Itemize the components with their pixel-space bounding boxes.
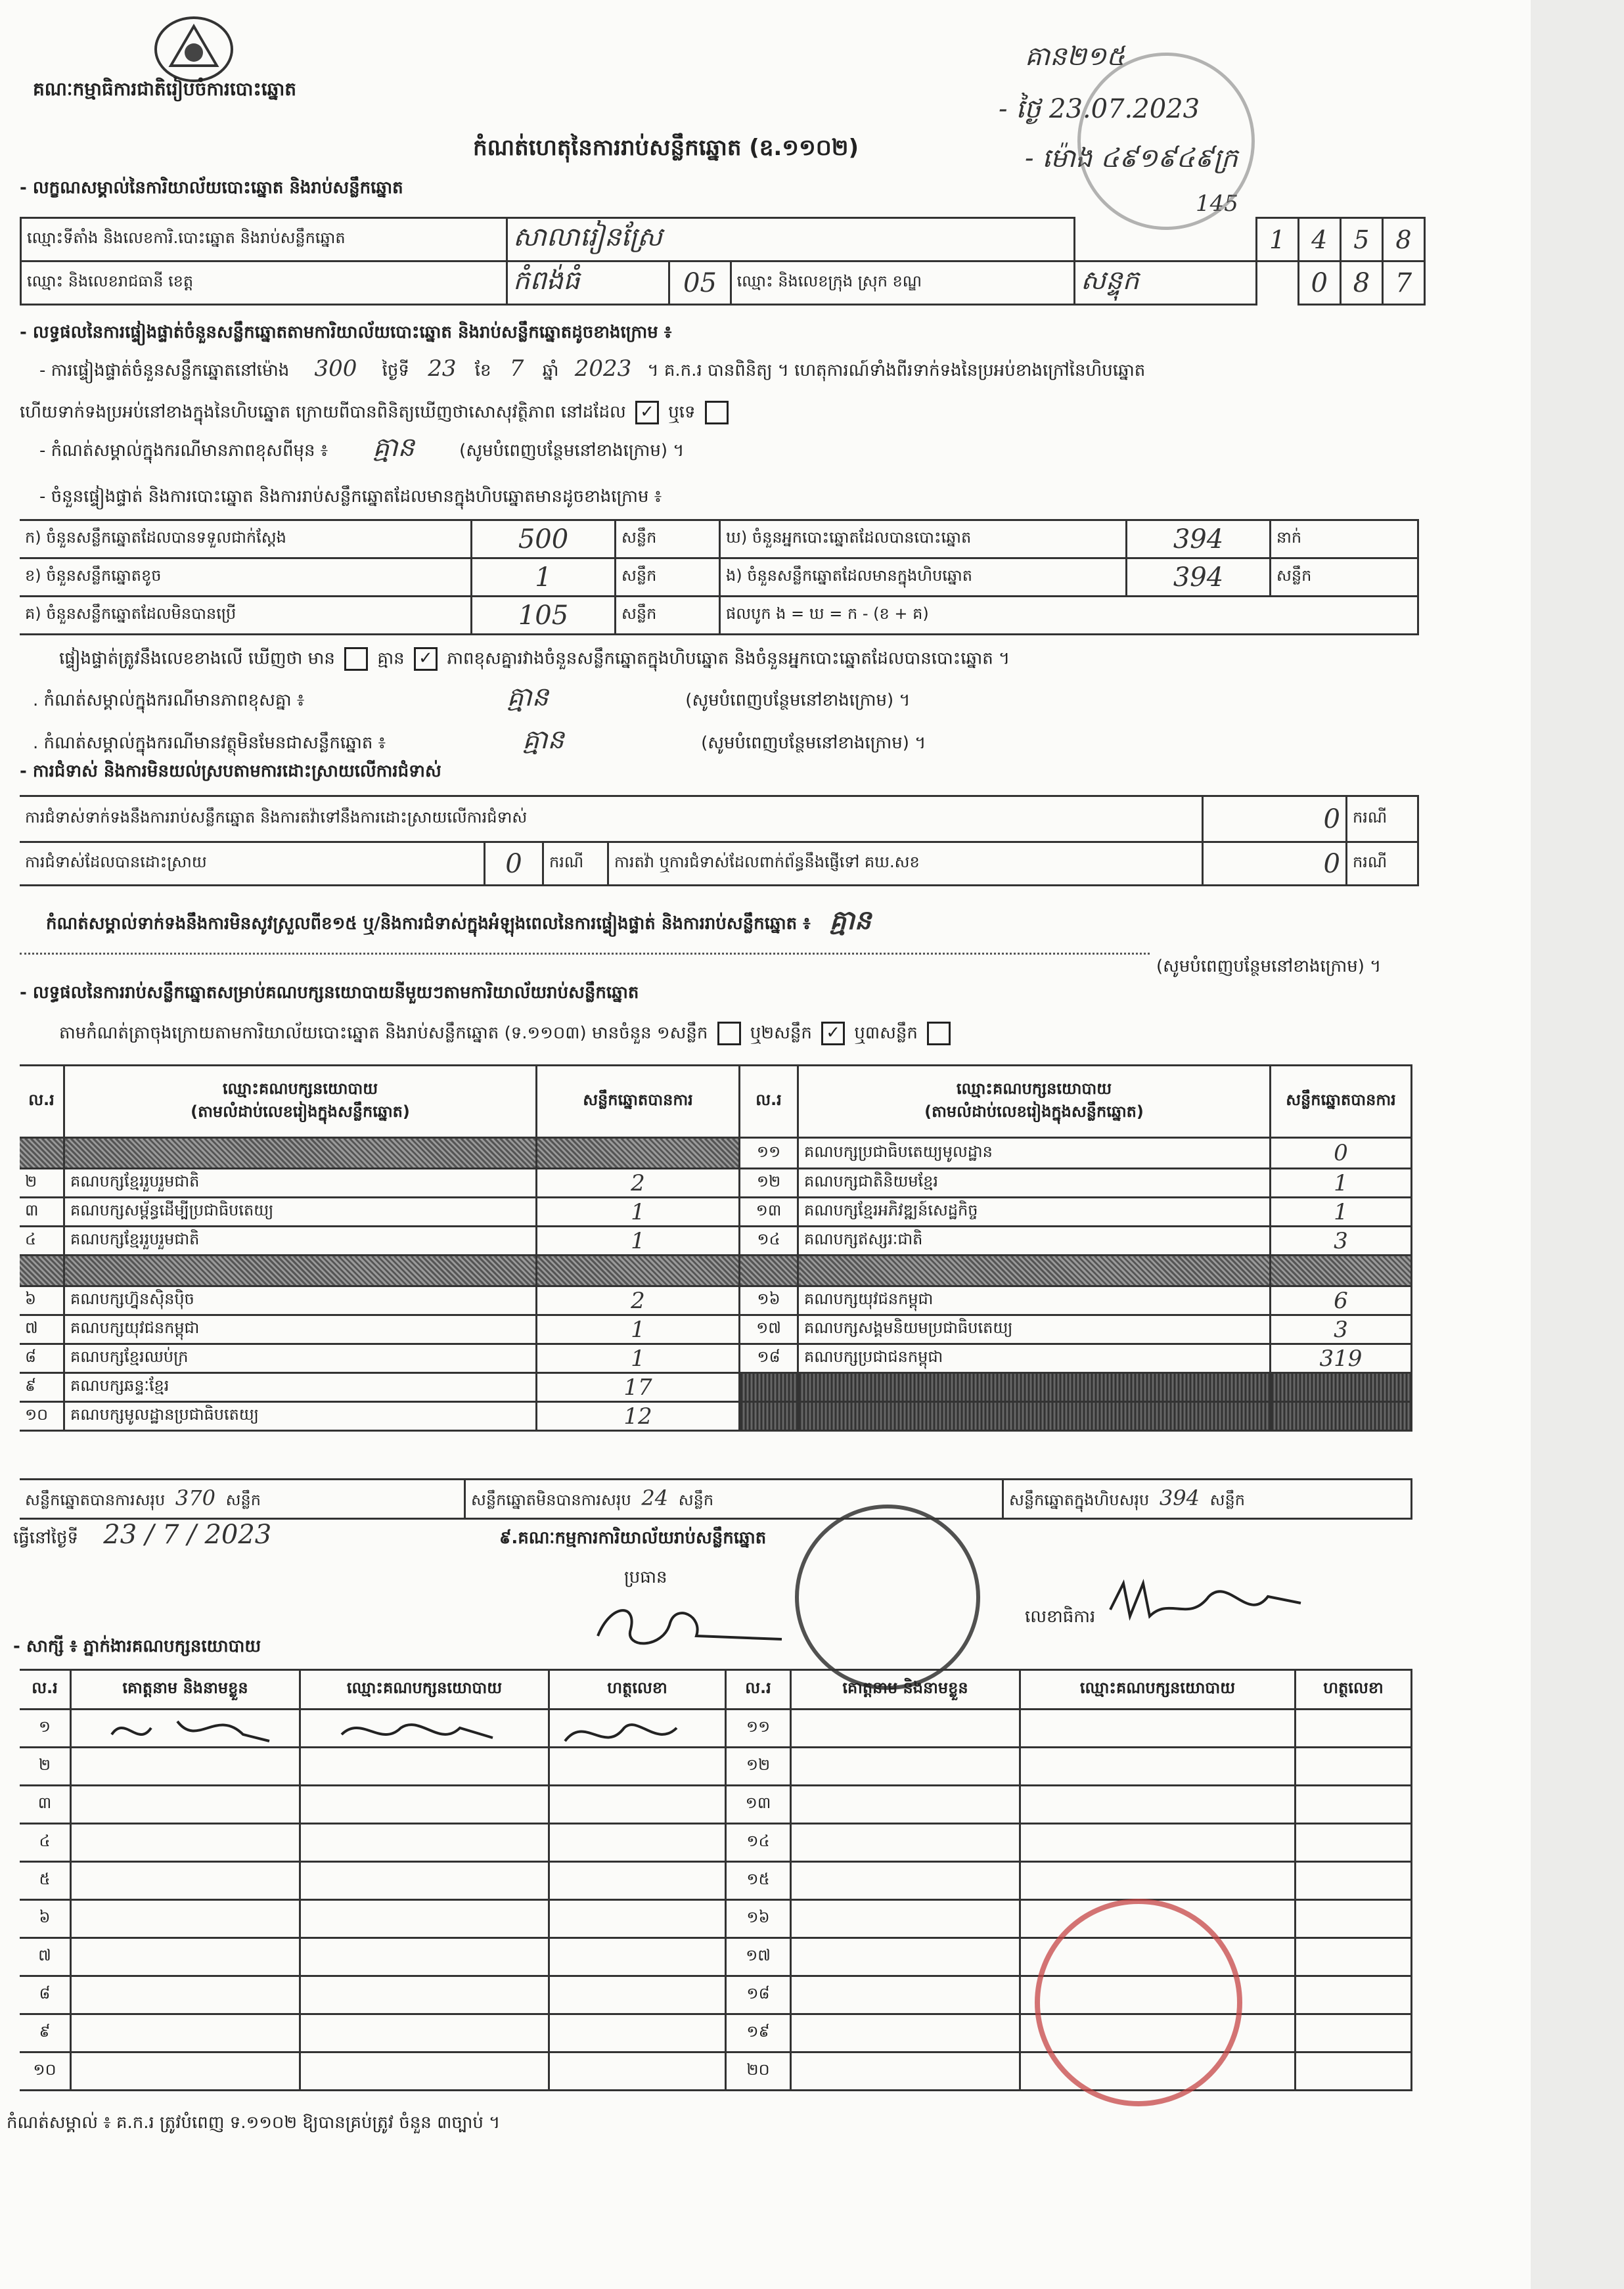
- count-d-unit: នាក់: [1271, 520, 1418, 558]
- left-name: គណបក្សយុវជនកម្ពុជា: [64, 1315, 537, 1344]
- witness-sign-left: [549, 1824, 726, 1862]
- witness-row: [20, 1786, 1412, 1824]
- district-num-2: 7: [1382, 261, 1424, 305]
- witness-party-left: [300, 1976, 549, 2014]
- left-votes: 2: [537, 1169, 740, 1198]
- witness-col-no-right: ល.រ: [726, 1670, 791, 1710]
- place-label: ឈ្មោះទីតាំង និងលេខការិ.បោះឆ្នោត និងរាប់សន្លឹកឆ្នោត: [21, 218, 507, 261]
- district-num-0: 0: [1298, 261, 1340, 305]
- note2-value: គ្មាន: [522, 725, 564, 755]
- col-party-right: [798, 1066, 1271, 1138]
- witness-no-right: ១៧: [726, 1938, 791, 1976]
- count-e-value: 394: [1127, 558, 1271, 597]
- month-label: ខែ: [474, 361, 491, 380]
- witness-col-name-left: គោត្តនាម និងនាមខ្លួន: [71, 1670, 300, 1710]
- col-party-left-title: ឈ្មោះគណបក្សនយោបាយ: [222, 1079, 378, 1098]
- right-no: ១៦: [740, 1286, 798, 1315]
- left-name: គណបក្សខ្មែររួបរួមជាតិ: [64, 1169, 537, 1198]
- results-table: [20, 1064, 1412, 1432]
- right-name: គណបក្សសង្គមនិយមប្រជាធិបតេយ្យ: [798, 1315, 1271, 1344]
- sheets-label: តាមកំណត់ត្រាចុងក្រោយតាមការិយាល័យបោះឆ្នោត និងរាប់សន្លឹកឆ្នោត (ទ.១១០៣) មានចំនួន ១សន្លឹក: [59, 1023, 708, 1043]
- witness-name-right: [791, 1748, 1020, 1786]
- footer-note: កំណត់សម្គាល់ ៖ គ.ក.រ ត្រូវបំពេញ ទ.១១០២ ឱ្យបានគ្រប់ត្រូវ ចំនួន ៣ច្បាប់ ។: [7, 2113, 501, 2133]
- note-line1: គាន២១៥: [1025, 41, 1125, 72]
- total-box-unit: សន្លឹក: [1209, 1490, 1245, 1509]
- witness-name-right: [791, 1900, 1020, 1938]
- right-no: ១៣: [740, 1198, 798, 1227]
- district-label: ឈ្មោះ និងលេខក្រុង ស្រុក ខណ្ឌ: [731, 261, 1074, 305]
- witness-party-right: [1020, 1824, 1296, 1862]
- count-e-label: ង) ចំនួនសន្លឹកឆ្នោតដែលមានក្នុងហិបឆ្នោត: [720, 558, 1127, 597]
- objection-row2-value2: 0: [1203, 842, 1347, 886]
- witness-party-right: [1020, 1710, 1296, 1748]
- right-no: ១១: [740, 1138, 798, 1169]
- left-no: ៦: [20, 1286, 64, 1315]
- total-invalid-label: សន្លឹកឆ្នោតមិនបានការសរុប: [471, 1490, 631, 1509]
- right-votes: [1271, 1373, 1412, 1402]
- right-no: ១៨: [740, 1344, 798, 1373]
- witness-sign-left: [549, 2052, 726, 2091]
- left-votes: 1: [537, 1344, 740, 1373]
- col-party-right-sub: (តាមលំដាប់លេខរៀងក្នុងសន្លឹកឆ្នោត): [924, 1102, 1144, 1121]
- witness-name-left: [71, 2014, 300, 2052]
- match-no-label: គ្មាន: [377, 648, 405, 669]
- sheets-3-checkbox[interactable]: [927, 1022, 951, 1045]
- count-a-value: 500: [472, 520, 616, 558]
- seal-other-checkbox[interactable]: [705, 401, 729, 424]
- verify-month: 7: [509, 355, 524, 382]
- count-b-label: ខ) ចំនួនសន្លឹកឆ្នោតខូច: [20, 558, 472, 597]
- verify-year: 2023: [574, 355, 632, 382]
- witness-no-left: ៣: [20, 1786, 71, 1824]
- left-no: ៣: [20, 1198, 64, 1227]
- witness-sign-right: [1296, 2052, 1412, 2091]
- col-party-left-sub: (តាមលំដាប់លេខរៀងក្នុងសន្លឹកឆ្នោត): [191, 1102, 410, 1121]
- witness-col-sign-left: ហត្ថលេខា: [549, 1670, 726, 1710]
- commune-num: 05: [669, 261, 731, 305]
- total-valid-unit: សន្លឹក: [225, 1490, 261, 1509]
- witness-name-right: [791, 1976, 1020, 2014]
- match-tail: ភាពខុសគ្នារវាងចំនួនសន្លឹកឆ្នោតក្នុងហិបឆ្នោត និងចំនួនអ្នកបោះឆ្នោតដែលបានបោះឆ្នោត ។: [447, 648, 1010, 669]
- left-votes: 1: [537, 1315, 740, 1344]
- witness-col-sign-right: ហត្ថលេខា: [1296, 1670, 1412, 1710]
- right-votes: [1271, 1402, 1412, 1431]
- dotted-line: [20, 953, 1150, 955]
- agency-name: គណៈកម្មាធិការជាតិរៀបចំការបោះឆ្នោត: [33, 78, 297, 100]
- witness-sign-left: [549, 1976, 726, 2014]
- witness-party-left: [300, 1900, 549, 1938]
- left-name: គណបក្សឆន្ទៈខ្មែរ: [64, 1373, 537, 1402]
- witness-no-left: ៥: [20, 1862, 71, 1900]
- left-name: គណបក្សមូលដ្ឋានប្រជាធិបតេយ្យ: [64, 1402, 537, 1431]
- witness-party-left: [300, 2052, 549, 2091]
- count-formula: ផលបូក ង = ឃ = ក - (ខ + គ): [720, 597, 1418, 635]
- result-row: [20, 1198, 1412, 1227]
- place-num-1: 4: [1298, 218, 1340, 261]
- witness-no-left: ៤: [20, 1824, 71, 1862]
- left-no: ១០: [20, 1402, 64, 1431]
- result-row: [20, 1315, 1412, 1344]
- day-label: ថ្ងៃទី: [382, 361, 409, 380]
- count-c-value: 105: [472, 597, 616, 635]
- section3-heading: - ការជំទាស់ និងការមិនយល់ស្របតាមការដោះស្រាយលើការជំទាស់: [20, 761, 441, 781]
- place-value: សាលារៀនស្រែ: [507, 218, 1075, 261]
- left-name: [64, 1256, 537, 1286]
- left-votes: 2: [537, 1286, 740, 1315]
- note1-value: គ្មាន: [507, 682, 549, 712]
- secretary-label: លេខាធិការ: [1025, 1607, 1096, 1627]
- witness-sign-left: [549, 1862, 726, 1900]
- witness-sign-right: [1296, 1862, 1412, 1900]
- right-name: [798, 1373, 1271, 1402]
- witness-name-right: [791, 1862, 1020, 1900]
- match-line: [59, 647, 1010, 671]
- left-votes: [537, 1256, 740, 1286]
- total-valid-label: សន្លឹកឆ្នោតបានការសរុប: [25, 1490, 166, 1509]
- col-party-right-title: ឈ្មោះគណបក្សនយោបាយ: [956, 1079, 1112, 1098]
- match-label: ផ្ទៀងផ្ទាត់ត្រូវនឹងលេខខាងលើ ឃើញថា មាន: [59, 648, 335, 669]
- note2-line: [33, 725, 926, 755]
- page-title: កំណត់ហេតុនៃការរាប់សន្លឹកឆ្នោត (ឧ.១១០២): [473, 135, 859, 161]
- sheets-2-label: ឬ២សន្លឹក: [750, 1023, 812, 1043]
- section4-heading: - លទ្ធផលនៃការរាប់សន្លឹកឆ្នោតសម្រាប់គណបក្សនយោបាយនីមួយៗតាមការិយាល័យរាប់សន្លឹកឆ្នោត: [20, 983, 639, 1003]
- sheets-2-checkbox[interactable]: ✓: [821, 1022, 845, 1045]
- witness-name-left: [71, 1976, 300, 2014]
- result-row: [20, 1227, 1412, 1256]
- verify-time: 300: [314, 355, 357, 382]
- left-no: [20, 1256, 64, 1286]
- witness-no-right: ១៨: [726, 1976, 791, 2014]
- witness-row: [20, 1824, 1412, 1862]
- witness-name-left: [71, 2052, 300, 2091]
- count-e-unit: សន្លឹក: [1271, 558, 1418, 597]
- witness-no-left: ១០: [20, 2052, 71, 2091]
- objection-note-value: គ្មាន: [829, 905, 872, 936]
- diff-note-label: - កំណត់សម្គាល់ក្នុងករណីមានភាពខុសពីមុន ៖: [39, 441, 328, 461]
- office-stamp-top: [1077, 53, 1255, 230]
- count-b-unit: សន្លឹក: [616, 558, 720, 597]
- col-no-left: ល.រ: [20, 1066, 64, 1138]
- left-votes: 1: [537, 1227, 740, 1256]
- verify-line: [39, 355, 1146, 382]
- diff-note-value: គ្មាន: [372, 432, 415, 463]
- objection-row2-unit: ករណី: [543, 842, 608, 886]
- left-votes: 17: [537, 1373, 740, 1402]
- witness-sign-right: [1296, 1824, 1412, 1862]
- witness-party-left: [300, 1824, 549, 1862]
- witness-no-right: ១៣: [726, 1786, 791, 1824]
- count-b-value: 1: [472, 558, 616, 597]
- secretary-signature: [1104, 1570, 1314, 1636]
- left-name: គណបក្សខ្មែររួបរួមជាតិ: [64, 1227, 537, 1256]
- seal-line: [20, 401, 733, 424]
- right-name: គណបក្សខ្មែរអភិវឌ្ឍន៍សេដ្ឋកិច្ច: [798, 1198, 1271, 1227]
- left-votes: [537, 1138, 740, 1169]
- place-num-0: 1: [1256, 218, 1298, 261]
- total-box: [1003, 1480, 1412, 1519]
- count-a-label: ក) ចំនួនសន្លឹកឆ្នោតដែលបានទទួលជាក់ស្តែង: [20, 520, 472, 558]
- witness-sign-right: [1296, 1786, 1412, 1824]
- witness-sign-left: [549, 2014, 726, 2052]
- right-name: [798, 1402, 1271, 1431]
- col-votes-right: សន្លឹកឆ្នោតបានការ: [1271, 1066, 1412, 1138]
- witness-no-right: ១៦: [726, 1900, 791, 1938]
- counts-table: [20, 519, 1419, 635]
- witness-col-name-right: គោត្តនាម និងនាមខ្លួន: [791, 1670, 1020, 1710]
- objection-note-tail: (សូមបំពេញបន្ថែមនៅខាងក្រោម) ។: [1156, 957, 1382, 976]
- witness-party-left: [300, 1938, 549, 1976]
- left-no: ៩: [20, 1373, 64, 1402]
- objection-row2-value: 0: [485, 842, 543, 886]
- objection-row1-label: ការជំទាស់ទាក់ទងនឹងការរាប់សន្លឹកឆ្នោត និងការតវ៉ាទៅនឹងការដោះស្រាយលើការជំទាស់: [20, 796, 1203, 842]
- right-votes: 3: [1271, 1315, 1412, 1344]
- left-no: ២: [20, 1169, 64, 1198]
- right-name: គណបក្សជាតិនិយមខ្មែរ: [798, 1169, 1271, 1198]
- match-none-checkbox[interactable]: ✓: [414, 647, 438, 671]
- section5-heading: - សាក្សី ៖ ភ្នាក់ងារគណបក្សនយោបាយ: [13, 1637, 261, 1656]
- witness-name-left: [71, 1862, 300, 1900]
- witness-party-left: [300, 2014, 549, 2052]
- seal-other-label: ឬទេ: [668, 402, 696, 422]
- diff-note-line: [39, 432, 685, 463]
- witness-no-right: ១៤: [726, 1824, 791, 1862]
- district-value: សន្ទុក: [1074, 261, 1256, 305]
- left-no: [20, 1138, 64, 1169]
- total-valid: [20, 1480, 465, 1519]
- left-no: ៤: [20, 1227, 64, 1256]
- right-name: [798, 1256, 1271, 1286]
- witness-sign-right: [1296, 2014, 1412, 2052]
- place-num-2: 5: [1340, 218, 1382, 261]
- note-line4: 145: [1196, 191, 1238, 217]
- witness-name-right: [791, 2014, 1020, 2052]
- right-no: ១២: [740, 1169, 798, 1198]
- right-no: ១៧: [740, 1315, 798, 1344]
- witness-no-left: ៧: [20, 1938, 71, 1976]
- witness-row: [20, 1862, 1412, 1900]
- witness-party-right: [1020, 1862, 1296, 1900]
- total-box-value: 394: [1159, 1485, 1200, 1510]
- witness-no-left: ១: [20, 1710, 71, 1748]
- count-d-value: 394: [1127, 520, 1271, 558]
- right-votes: 1: [1271, 1198, 1412, 1227]
- date-value: 23 / 7 / 2023: [103, 1520, 272, 1550]
- witness-sign-left: [549, 1900, 726, 1938]
- right-no: [740, 1402, 798, 1431]
- objection-row2-unit2: ករណី: [1347, 842, 1418, 886]
- right-votes: 1: [1271, 1169, 1412, 1198]
- count-c-label: គ) ចំនួនសន្លឹកឆ្នោតដែលមិនបានប្រើ: [20, 597, 472, 635]
- witness-party-left: [300, 1862, 549, 1900]
- witness-name-right: [791, 2052, 1020, 2091]
- red-stamp: [1035, 1899, 1242, 2106]
- note1-tail: (សូមបំពេញបន្ថែមនៅខាងក្រោម) ។: [685, 691, 911, 710]
- right-votes: 319: [1271, 1344, 1412, 1373]
- right-votes: [1271, 1256, 1412, 1286]
- left-votes: 12: [537, 1402, 740, 1431]
- section2-heading: - លទ្ធផលនៃការផ្ទៀងផ្ទាត់ចំនួនសន្លឹកឆ្នោតតាមការិយាល័យបោះឆ្នោត និងរាប់សន្លឹកឆ្នោតដូចខាងក្រោម ៖: [20, 323, 672, 342]
- witness-sign-right: [1296, 1976, 1412, 2014]
- left-name: គណបក្សខ្មែរឈប់ក្រ: [64, 1344, 537, 1373]
- sheets-1-checkbox[interactable]: [717, 1022, 741, 1045]
- objections-table: [20, 795, 1419, 886]
- seal-text: ហើយទាក់ទងប្រអប់នៅខាងក្នុងនៃហិបឆ្នោត ក្រោយពីបានពិនិត្យឃើញថាសោសុវត្ថិភាព នៅដដែល: [20, 402, 626, 422]
- chair-label: ប្រធាន: [624, 1568, 667, 1587]
- col-party-left: [64, 1066, 537, 1138]
- left-name: គណបក្សសម្ព័ន្ធដើម្បីប្រជាធិបតេយ្យ: [64, 1198, 537, 1227]
- section1-heading: - លក្ខណសម្គាល់នៃការិយាល័យបោះឆ្នោត និងរាប់សន្លឹកឆ្នោត: [20, 178, 403, 198]
- count-d-label: ឃ) ចំនួនអ្នកបោះឆ្នោតដែលបានបោះឆ្នោត: [720, 520, 1127, 558]
- commission-title: ៩.គណៈកម្មការការិយាល័យរាប់សន្លឹកឆ្នោត: [499, 1528, 767, 1548]
- date-line: [13, 1520, 272, 1550]
- counts-intro: - ចំនួនផ្ទៀងផ្ទាត់ និងការបោះឆ្នោត និងការរាប់សន្លឹកឆ្នោតដែលមានក្នុងហិបឆ្នោតមានដូចខាងក្រោម ៖: [39, 487, 662, 507]
- col-votes-left: សន្លឹកឆ្នោតបានការ: [537, 1066, 740, 1138]
- objection-row2-mid: ការតវ៉ា ឬការជំទាស់ដែលពាក់ព័ន្ធនឹងផ្ញើទៅ គឃ.សខ: [608, 842, 1203, 886]
- witness-name-right: [791, 1710, 1020, 1748]
- note-line2: - ថ្ងៃ 23.07.2023: [999, 94, 1200, 124]
- witness-name-left: [71, 1824, 300, 1862]
- date-label: ធ្វើនៅថ្ងៃទី: [13, 1528, 79, 1548]
- note2-label: . កំណត់សម្គាល់ក្នុងករណីមានវត្ថុមិនមែនជាសន្លឹកឆ្នោត ៖: [33, 733, 386, 753]
- commune-label: ឈ្មោះ និងលេខរាជធានី ខេត្ត: [27, 272, 194, 290]
- left-name: គណបក្សហ្វ៊ុនស៊ិនប៉ិច: [64, 1286, 537, 1315]
- total-invalid-value: 24: [641, 1485, 669, 1510]
- witness-no-right: ១២: [726, 1748, 791, 1786]
- total-box-label: សន្លឹកឆ្នោតក្នុងហិបសរុប: [1009, 1490, 1150, 1509]
- witness-sign-right: [1296, 1748, 1412, 1786]
- verify-tail: ។ គ.ក.រ បានពិនិត្យ ។ ហេតុការណ៍ទាំងពីរទាក់ទងនៃប្រអប់ខាងក្រៅនៃហិបឆ្នោត: [647, 361, 1146, 380]
- seal-intact-checkbox[interactable]: ✓: [635, 401, 659, 424]
- note1-label: . កំណត់សម្គាល់ក្នុងករណីមានភាពខុសគ្នា ៖: [33, 691, 305, 710]
- result-row: [20, 1138, 1412, 1169]
- commune-value: កំពង់ធំ: [507, 261, 669, 305]
- match-has-checkbox[interactable]: [344, 647, 368, 671]
- witness-name-left: [71, 1900, 300, 1938]
- witness-name-left: [71, 1786, 300, 1824]
- witness-no-right: ១៥: [726, 1862, 791, 1900]
- witness-party-right: [1020, 1748, 1296, 1786]
- right-votes: 6: [1271, 1286, 1412, 1315]
- left-no: ៧: [20, 1315, 64, 1344]
- col-no-right: ល.រ: [740, 1066, 798, 1138]
- witness-party-right: [1020, 1786, 1296, 1824]
- witness-sign-right: [1296, 1900, 1412, 1938]
- right-name: គណបក្សប្រជាធិបតេយ្យមូលដ្ឋាន: [798, 1138, 1271, 1169]
- result-row: [20, 1373, 1412, 1402]
- witness-sign-right: [1296, 1710, 1412, 1748]
- left-name: [64, 1138, 537, 1169]
- right-no: [740, 1373, 798, 1402]
- scan-background: [1531, 0, 1624, 2289]
- witness-col-party-left: ឈ្មោះគណបក្សនយោបាយ: [300, 1670, 549, 1710]
- witness-party-left: [300, 1786, 549, 1824]
- objection-row1-unit: ករណី: [1347, 796, 1418, 842]
- witness-no-right: ១៩: [726, 2014, 791, 2052]
- witness-no-left: ៨: [20, 1976, 71, 2014]
- year-label: ឆ្នាំ: [542, 361, 559, 380]
- witness-name-left: [71, 1938, 300, 1976]
- sheets-3-label: ឬ៣សន្លឹក: [854, 1023, 918, 1043]
- witness-sign-left: [549, 1938, 726, 1976]
- witness-sign-left: [549, 1786, 726, 1824]
- witness-no-right: ១១: [726, 1710, 791, 1748]
- count-c-unit: សន្លឹក: [616, 597, 720, 635]
- right-votes: 0: [1271, 1138, 1412, 1169]
- witness-no-left: ២: [20, 1748, 71, 1786]
- verify-time-label: - ការផ្ទៀងផ្ទាត់ចំនួនសន្លឹកឆ្នោតនៅម៉ោង: [39, 361, 290, 380]
- witness-party-handwriting: [328, 1708, 512, 1754]
- witness-signature: [558, 1708, 690, 1754]
- witness-no-right: ២០: [726, 2052, 791, 2091]
- total-invalid-unit: សន្លឹក: [678, 1490, 714, 1509]
- objection-row1-value: 0: [1203, 796, 1347, 842]
- count-a-unit: សន្លឹក: [616, 520, 720, 558]
- witness-col-party-right: ឈ្មោះគណបក្សនយោបាយ: [1020, 1670, 1296, 1710]
- right-name: គណបក្សយុវជនកម្ពុជា: [798, 1286, 1271, 1315]
- left-no: ៨: [20, 1344, 64, 1373]
- witness-name-right: [791, 1786, 1020, 1824]
- note-line3: - ម៉ោង ៤៩១៩៤៩ក្រ: [1025, 143, 1238, 173]
- objection-note-label: កំណត់សម្គាល់ទាក់ទងនឹងការមិនសូវស្រួលពីខ១៥ ឬ/និងការជំទាស់ក្នុងអំឡុងពេលនៃការផ្ទៀងផ្ទាត់ និងការរាប់សន្លឹកឆ្នោត ៖: [46, 914, 811, 934]
- witness-name-right: [791, 1824, 1020, 1862]
- note2-tail: (សូមបំពេញបន្ថែមនៅខាងក្រោម) ។: [701, 733, 926, 753]
- diff-note-tail: (សូមបំពេញបន្ថែមនៅខាងក្រោម) ។: [459, 441, 685, 461]
- right-no: [740, 1256, 798, 1286]
- witness-col-no-left: ល.រ: [20, 1670, 71, 1710]
- verify-day: 23: [428, 355, 457, 382]
- place-num-3: 8: [1382, 218, 1424, 261]
- result-row: [20, 1286, 1412, 1315]
- right-name: គណបក្សឥស្សរៈជាតិ: [798, 1227, 1271, 1256]
- result-row: [20, 1344, 1412, 1373]
- sheets-line: [59, 1022, 955, 1045]
- note1-line: [33, 682, 911, 712]
- commission-stamp: [795, 1505, 980, 1690]
- result-row: [20, 1256, 1412, 1286]
- emblem-icon: [151, 13, 237, 85]
- chair-signature: [585, 1590, 795, 1662]
- witness-name-right: [791, 1938, 1020, 1976]
- witness-no-left: ៦: [20, 1900, 71, 1938]
- witness-name-handwriting: [99, 1708, 296, 1754]
- witness-sign-right: [1296, 1938, 1412, 1976]
- result-row: [20, 1402, 1412, 1431]
- location-table: [20, 217, 1426, 306]
- district-num-1: 8: [1340, 261, 1382, 305]
- objection-row2-label: ការជំទាស់ដែលបានដោះស្រាយ: [20, 842, 485, 886]
- total-valid-value: 370: [175, 1485, 215, 1510]
- totals-table: [20, 1478, 1412, 1520]
- witness-no-left: ៩: [20, 2014, 71, 2052]
- left-votes: 1: [537, 1198, 740, 1227]
- result-row: [20, 1169, 1412, 1198]
- right-name: គណបក្សប្រជាជនកម្ពុជា: [798, 1344, 1271, 1373]
- objection-note-line: [46, 905, 872, 936]
- right-no: ១៤: [740, 1227, 798, 1256]
- right-votes: 3: [1271, 1227, 1412, 1256]
